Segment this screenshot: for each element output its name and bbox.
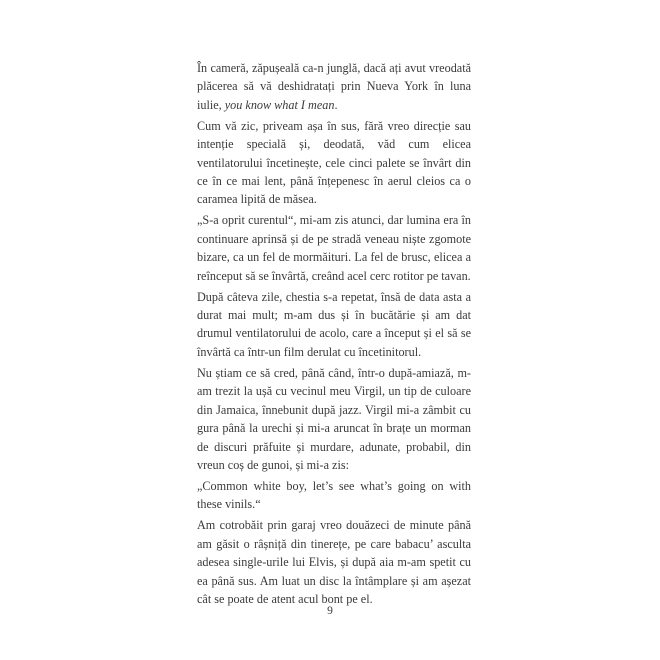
paragraph-1-text: În cameră, zăpușeală ca-n junglă, dacă ați avut vreodată plăcerea să vă deshidratați prin Nueva York în luna iulie, [197, 61, 471, 112]
paragraph-3-text: „S-a oprit curentul“, mi-am zis atunci, dar lumina era în continuare aprinsă și de pe stradă veneau niște zgomote bizare, ca un fel de mormăituri. La fel de brusc, elicea a reînceput să se învârtă, creând acel cerc rotitor pe tavan. [197, 213, 471, 283]
paragraph-7 [197, 516, 471, 608]
paragraph-3 [197, 211, 471, 285]
paragraph-5-text: Nu știam ce să cred, până când, într-o după-amiază, m-am trezit la ușă cu vecinul meu Virgil, un tip de culoare din Jamaica, înnebunit după jazz. Virgil mi-a zâmbit cu gura până la urechi și mi-a aruncat în brațe un morman de discuri prăfuite și murdare, adunate, probabil, din vreun coș de gunoi, și mi-a zis: [197, 365, 471, 472]
paragraph-4 [197, 288, 471, 362]
page-number: 9 [327, 605, 333, 617]
paragraph-4-text: După câteva zile, chestia s-a repetat, însă de data asta a durat mai mult; m-am dus și în bucătărie și am dat drumul ventilatorului de acolo, care a început și el să se învârtă ca într-un film derulat cu încetinitorul. [197, 289, 471, 359]
paragraph-1-end: . [334, 97, 338, 112]
paragraph-1 [197, 59, 471, 114]
paragraph-7-text: Am cotrobăit prin garaj vreo douăzeci de minute până am găsit o râșniță din tinerețe, pe care babacu’ asculta adesea single-urile lui Elvis, și după aia m-am spetit cu ea până sus. Am luat un disc la întâmplare și am așezat cât se poate de atent acul bont pe el. [197, 518, 471, 606]
paragraph-5 [197, 364, 471, 474]
paragraph-6-text: „Common white boy, let’s see what’s going on with these vinils.“ [197, 478, 471, 512]
paragraph-6-quote [197, 477, 471, 514]
paragraph-1-italic-phrase: you know what I mean [224, 97, 335, 112]
paragraph-2 [197, 117, 471, 209]
book-page-text [197, 59, 471, 608]
paragraph-2-text: Cum vă zic, priveam așa în sus, fără vreo direcție sau intenție specială și, deodată, văd cum elicea ventilatorului încetinește, cele cinci palete se învârt din ce în ce mai lent, până înțepenesc în aerul cleios ca o caramea lipită de măsea. [197, 118, 471, 207]
